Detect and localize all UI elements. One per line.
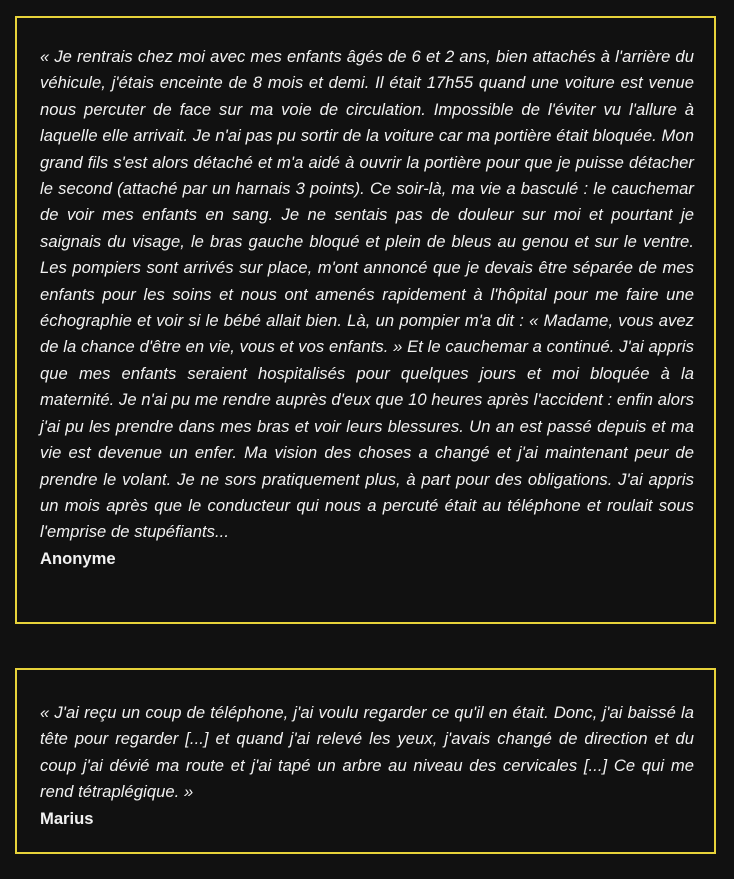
testimonial-quote: « J'ai reçu un coup de téléphone, j'ai voulu regarder ce qu'il en était. Donc, j'ai baissé la tête pour regarder [...] et quand j'ai relevé les yeux, j'avais changé de direction et du coup j'ai dévié ma route et j'ai tapé un arbre au niveau des cervicales [...] Ce qui me rend tétraplégique. » xyxy=(40,703,694,802)
testimonial-author: Anonyme xyxy=(40,548,116,568)
testimonial-author: Marius xyxy=(40,808,94,828)
testimonial-quote: « Je rentrais chez moi avec mes enfants âgés de 6 et 2 ans, bien attachés à l'arrière du véhicule, j'étais enceinte de 8 mois et demi. Il était 17h55 quand une voiture est venue nous percuter de face sur ma voie de circulation. Impossible de l'éviter vu l'allure à laquelle elle arrivait. Je n'ai pas pu sortir de la voiture car ma portière était bloquée. Mon grand fils s'est alors détaché et m'a aidé à ouvrir la portière pour que je puisse détacher le second (attaché par un harnais 3 points). Ce soir-là, ma vie a basculé : le cauchemar de voir mes enfants en sang. Je ne sentais pas de douleur sur moi et pourtant je saignais du visage, le bras gauche bloqué et plein de bleus au genou et sur le ventre. Les pompiers sont arrivés sur place, m'ont annoncé que je devais être séparée de mes enfants pour les soins et nous ont amenés rapidement à l'hôpital pour me faire une échographie et voir si le bébé allait bien. Là, un pompier m'a dit : « Madame, vous avez de la chance d'être en vie, vous et vos enfants. » Et le cauchemar a continué. J'ai appris que mes enfants seraient hospitalisés pour quelques jours et moi bloquée à la maternité. Je n'ai pu me rendre auprès d'eux que 10 heures après l'accident : enfin alors j'ai pu les prendre dans mes bras et voir leurs blessures. Un an est passé depuis et ma vie est devenue un enfer. Ma vision des choses a changé et j'ai maintenant peur de prendre le volant. Je ne sors pratiquement plus, à part pour des obligations. J'ai appris un mois après que le conducteur qui nous a percuté était au téléphone et roulait sous l'emprise de stupéfiants... xyxy=(40,47,694,542)
testimonial-card xyxy=(15,16,716,624)
testimonial-card xyxy=(15,668,716,854)
